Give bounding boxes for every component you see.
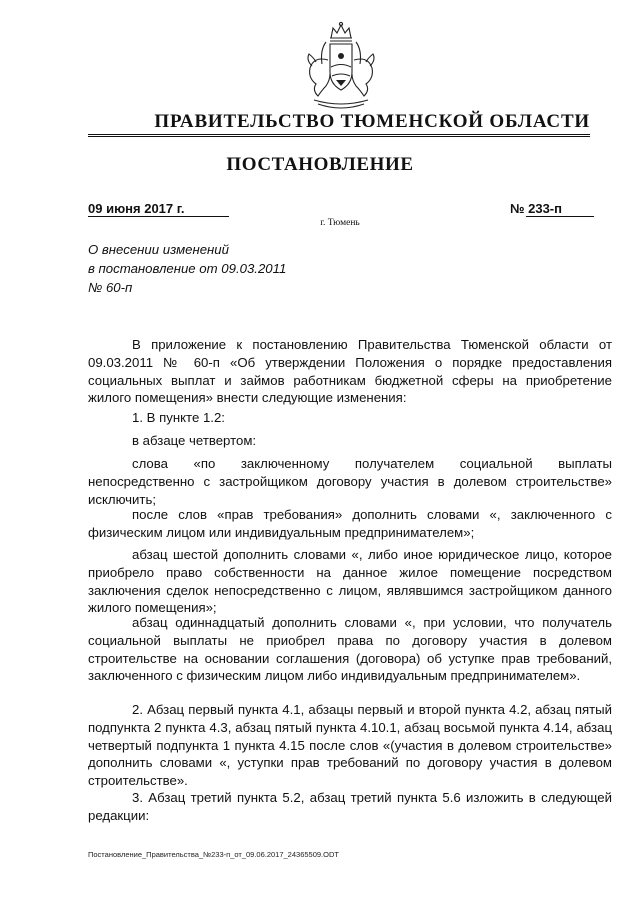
document-number: № 233-п — [510, 201, 562, 216]
organization-name: ПРАВИТЕЛЬСТВО ТЮМЕНСКОЙ ОБЛАСТИ — [154, 111, 590, 132]
subject-line: в постановление от 09.03.2011 — [88, 261, 287, 276]
body-paragraph-item1: 1. В пункте 1.2: — [132, 410, 225, 425]
body-paragraph-item3: 3. Абзац третий пункта 5.2, абзац третий пункта 5.6 изложить в следующей редакции: — [88, 790, 612, 823]
footer-filename: Постановление_Правительства_№233-п_от_09.06.2017_24365509.ODT — [88, 850, 339, 859]
body-paragraph-item2: 2. Абзац первый пункта 4.1, абзацы первый и второй пункта 4.2, абзац пятый подпункта 2 пункта 4.3, абзац пятый пункта 4.10.1, абзац восьмой пункта 4.14, абзац четвертый подпункта 1 пункта 4.15 после слов «(участия в долевом строительстве» дополнить словами «, уступки прав требований по договору участия в долевом строительстве». — [88, 702, 612, 789]
body-paragraph-item1-c: абзац шестой дополнить словами «, либо иное юридическое лицо, которое приобрело право собственности на данное жилое помещение посредством заключения сделок непосредственно с лицом, являвшимся застройщиком данного жилого помещения»; — [88, 547, 612, 616]
header-divider — [88, 134, 590, 137]
tyumen-coat-of-arms-icon — [300, 20, 382, 116]
body-paragraph-item1-b: после слов «прав требования» дополнить словами «, заключенного с физическим лицом или индивидуальным предпринимателем»; — [88, 507, 612, 540]
body-paragraph-intro: В приложение к постановлению Правительства Тюменской области от 09.03.2011 № 60-п «Об утверждении Положения о порядке предоставления социальных выплат и займов работникам бюджетной сферы на приобретение жилого помещения» внести следующие изменения: — [88, 337, 612, 406]
document-subject — [88, 240, 388, 297]
subject-line: О внесении изменений — [88, 242, 229, 257]
document-type: ПОСТАНОВЛЕНИЕ — [226, 154, 414, 175]
body-paragraph-item1-a: слова «по заключенному получателем социальной выплаты непосредственно с застройщиком договору участия в долевом строительстве» исключить; — [88, 456, 612, 507]
body-paragraph-item1-sub: в абзаце четвертом: — [132, 433, 257, 448]
body-paragraph-item1-d: абзац одиннадцатый дополнить словами «, при условии, что получатель социальной выплаты не приобрел права по договору участия в долевом строительстве на основании соглашения (договора) об уступке прав требований, заключенного с физическим лицом либо индивидуальным предпринимателем». — [88, 615, 612, 684]
document-city: г. Тюмень — [320, 218, 360, 228]
subject-line: № 60-п — [88, 280, 133, 295]
number-underline — [526, 216, 594, 217]
date-underline — [88, 216, 229, 217]
document-date: 09 июня 2017 г. — [88, 201, 185, 216]
